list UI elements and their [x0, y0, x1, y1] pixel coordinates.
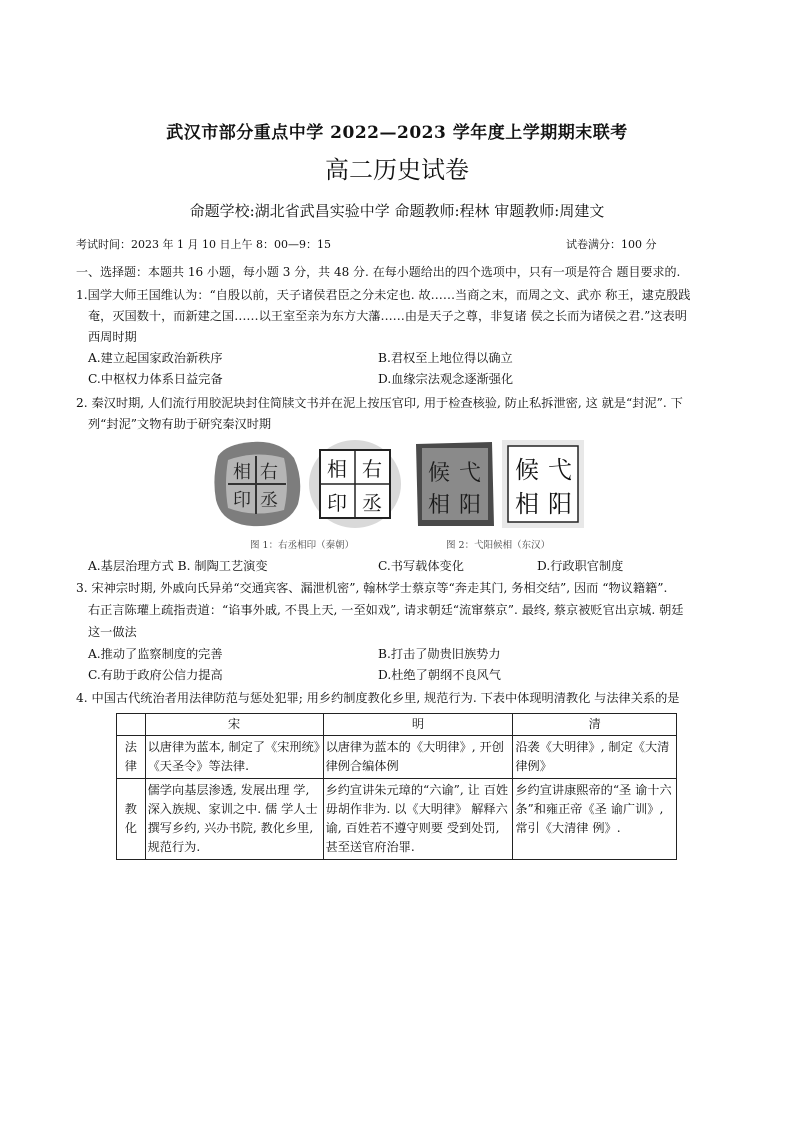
- q2-line1: 2. 秦汉时期, 人们流行用胶泥块封住简牍文书并在泥上按压官印, 用于检查核验, 防止私拆泄密, 这 就是“封泥”. 下: [76, 396, 683, 410]
- table-corner-cell: [117, 714, 146, 736]
- seal-rubbing-2b: [500, 438, 586, 530]
- seal-char: 阳: [458, 493, 482, 518]
- q2-option-ab: A.基层治理方式 B. 制陶工艺演变: [88, 559, 268, 573]
- q1-line3: 西周时期: [88, 330, 137, 344]
- section-intro: 一、选择题：本题共 16 小题，每小题 3 分，共 48 分. 在每小题给出的四个选项中，只有一项是符合 题目要求的.: [76, 265, 681, 279]
- seal-char: 丞: [362, 491, 382, 515]
- q1-line2: 奄，灭国数十，而新建之国……以王室至亲为东方大藩……由是天子之尊，非复诸 侯之长而为诸侯之君.”这表明: [88, 309, 687, 323]
- seal-image-2a: [412, 438, 496, 530]
- q2-line2: 列“封泥”文物有助于研究秦汉时期: [88, 417, 272, 431]
- seal-char: 阳: [548, 490, 572, 518]
- q1-option-c: C.中枢权力体系日益完备: [88, 372, 223, 386]
- seal-char: 丞: [260, 490, 278, 511]
- q3-option-b: B.打击了勋贵旧族势力: [378, 647, 501, 661]
- header-qing: 清: [513, 714, 677, 736]
- seal-char: 右: [260, 462, 278, 483]
- q4-stem: 4. 中国古代统治者用法律防范与惩处犯罪; 用乡约制度教化乡里, 规范行为. 下表中体现明清教化 与法律关系的是: [76, 691, 680, 705]
- q3-option-c: C.有助于政府公信力提高: [88, 668, 223, 682]
- q2-option-c: C.书写载体变化: [378, 559, 464, 573]
- q3-line2: 右正言陈瓘上疏指责道：“谄事外戚, 不畏上天, 一至如戏”, 请求朝廷“流窜蔡京”. 最终, 蔡京被贬官出京城. 朝廷: [88, 603, 684, 617]
- figure-2-caption: 图 2：弋阳候相（东汉）: [446, 540, 551, 551]
- q3-option-d: D.杜绝了朝纲不良风气: [378, 668, 501, 682]
- seal-char: 印: [233, 490, 251, 511]
- q1-option-a: A.建立起国家政治新秩序: [88, 351, 223, 365]
- subject-title: 高二历史试卷: [325, 156, 469, 184]
- seal-char: 右: [362, 457, 382, 481]
- row-label-law: 法律: [117, 736, 146, 779]
- table-row-law: [117, 736, 677, 779]
- q3-option-a: A.推动了监察制度的完善: [88, 647, 223, 661]
- seal-char: 相: [327, 457, 347, 481]
- q2-option-d: D.行政职官制度: [537, 559, 624, 573]
- seal-rubbing-1b: [306, 438, 404, 530]
- seal-char: 弋: [548, 456, 572, 484]
- seal-char: 相: [515, 490, 539, 518]
- header-song: 宋: [145, 714, 323, 736]
- cell-law-song: 以唐律为蓝本, 制定了《宋刑统》《天圣令》等法律.: [145, 736, 323, 779]
- header-ming: 明: [323, 714, 513, 736]
- seal-char: 候: [515, 456, 539, 484]
- q3-line1: 3. 宋神宗时期, 外戚向氏异弟“交通宾客、漏泄机密”, 翰林学士蔡京等“奔走其门, 务相交结”, 因而 “物议籍籍”.: [76, 581, 668, 595]
- figure-1-caption: 图 1：右丞相印（秦朝）: [250, 540, 355, 551]
- q4-comparison-table: [116, 713, 677, 860]
- seal-char: 印: [327, 491, 347, 515]
- authors-line: 命题学校:湖北省武昌实验中学 命题教师:程林 审题教师:周建文: [189, 202, 605, 220]
- row-label-education: 教化: [117, 779, 146, 860]
- table-header-row: [117, 714, 677, 736]
- table-row-education: [117, 779, 677, 860]
- q1-line1: 1.国学大师王国维认为：“自殷以前，天子诸侯君臣之分未定也. 故……当商之末，而周之文、武亦 称王，逮克殷践: [76, 288, 691, 302]
- seal-char: 相: [427, 493, 451, 518]
- q1-option-d: D.血缘宗法观念逐渐强化: [378, 372, 514, 386]
- exam-title: 武汉市部分重点中学 2022—2023 学年度上学期期末联考: [166, 123, 628, 143]
- cell-edu-qing: 乡约宣讲康熙帝的“圣 谕十六条”和雍正帝《圣 谕广训》, 常引《大清律 例》.: [513, 779, 677, 860]
- cell-law-ming: 以唐律为蓝本的《大明律》, 开创律例合编体例: [323, 736, 513, 779]
- q3-line3: 这一做法: [88, 625, 137, 639]
- seal-image-1a: [208, 438, 304, 530]
- exam-time: 考试时间：2023 年 1 月 10 日上午 8：00—9：15: [76, 238, 331, 251]
- cell-edu-song: 儒学向基层渗透, 发展出理 学, 深入族规、家训之中. 儒 学人士撰写乡约, 兴办书院, 教化乡里, 规范行为.: [145, 779, 323, 860]
- full-score: 试卷满分：100 分: [566, 238, 657, 251]
- seal-figures: [0, 438, 794, 554]
- cell-law-qing: 沿袭《大明律》, 制定《大清律例》: [513, 736, 677, 779]
- cell-edu-ming: 乡约宣讲朱元璋的“六谕”, 让 百姓毋胡作非为. 以《大明律》 解释六谕, 百姓若不遵守则要 受到处罚, 甚至送官府治罪.: [323, 779, 513, 860]
- seal-char: 相: [233, 462, 251, 483]
- seal-char: 弋: [458, 461, 482, 486]
- q1-option-b: B.君权至上地位得以确立: [378, 351, 513, 365]
- seal-char: 候: [427, 461, 451, 486]
